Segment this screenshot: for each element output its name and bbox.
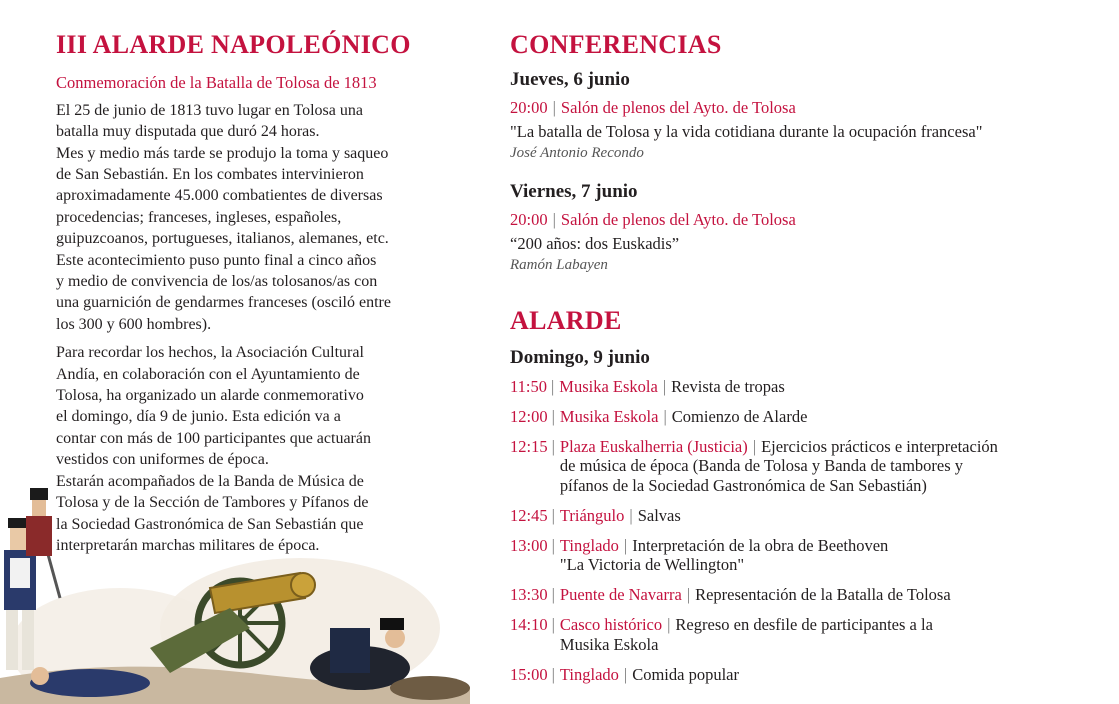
- event-line: [560, 437, 998, 457]
- paragraph-line: contar con más de 100 participantes que actuarán: [56, 429, 371, 447]
- event-line: [560, 506, 681, 526]
- separator: |: [552, 98, 556, 117]
- separator: |: [552, 210, 556, 229]
- event-place: Plaza Euskalherria (Justicia): [559, 436, 748, 456]
- conference-speaker: José Antonio Recondo: [510, 145, 644, 161]
- alarde-event: [510, 585, 1090, 605]
- event-description-line: "La Victoria de Wellington": [559, 555, 745, 574]
- alarde-events-list: [510, 377, 1090, 685]
- separator: |: [667, 615, 671, 634]
- separator: |: [550, 376, 555, 396]
- event-line: [560, 407, 808, 427]
- event-place: Tinglado: [559, 535, 619, 555]
- separator: |: [551, 505, 555, 525]
- event-time: 15:00: [510, 664, 548, 684]
- conference-speaker: Ramón Labayen: [510, 257, 608, 273]
- event-line: [560, 665, 739, 685]
- event-time: 13:30: [510, 585, 548, 604]
- paragraph-line: interpretarán marchas militares de época.: [56, 536, 320, 554]
- paragraph-line: aproximadamente 45.000 combatientes de diversas: [56, 187, 383, 205]
- event-description: Salvas: [637, 505, 681, 525]
- paragraph-line: guipuzcoanos, portugueses, italianos, alemanes, etc.: [56, 230, 389, 248]
- paragraph-line: El 25 de junio de 1813 tuvo lugar en Tolosa una: [56, 101, 363, 119]
- separator: |: [623, 664, 628, 684]
- paragraph-line: Tolosa, ha organizado un alarde conmemorativo: [56, 387, 364, 405]
- conferencias-heading: CONFERENCIAS: [510, 30, 722, 59]
- conference-time: 20:00: [510, 98, 548, 117]
- separator: |: [623, 535, 628, 555]
- separator: |: [551, 585, 555, 604]
- conferencias-list: [510, 70, 1090, 274]
- separator: |: [551, 406, 555, 426]
- event-body: [560, 536, 888, 575]
- conference-slot: [510, 210, 1090, 230]
- paragraph-line: Para recordar los hechos, la Asociación Cultural: [56, 344, 364, 362]
- program-column: [510, 32, 1090, 684]
- paragraph-line: Estarán acompañados de la Banda de Música de: [56, 472, 364, 490]
- paragraph-line: Andía, en colaboración con el Ayuntamiento de: [56, 365, 360, 383]
- conference-place: Salón de plenos del Ayto. de Tolosa: [560, 98, 796, 117]
- conference-place: Salón de plenos del Ayto. de Tolosa: [560, 210, 796, 229]
- event-time: 12:15: [510, 436, 548, 456]
- conference-time: 20:00: [510, 210, 548, 229]
- separator: |: [629, 505, 633, 525]
- event-place: Tinglado: [559, 664, 619, 684]
- event-description: Representación de la Batalla de Tolosa: [695, 585, 951, 604]
- intro-column: [56, 32, 446, 556]
- event-place: Musika Eskola: [559, 376, 658, 396]
- event-line: [559, 377, 785, 397]
- alarde-event: [510, 437, 1090, 496]
- event-description: Revista de tropas: [671, 376, 785, 396]
- event-description-line: pífanos de la Sociedad Gastronómica de San Sebastián): [559, 475, 927, 495]
- separator: |: [551, 535, 555, 555]
- event-body: [560, 585, 951, 605]
- event-time: 11:50: [510, 376, 547, 396]
- separator: |: [551, 436, 555, 456]
- alarde-event: [510, 665, 1090, 685]
- alarde-event: [510, 407, 1090, 427]
- conference-day: Viernes, 7 junio: [510, 181, 638, 202]
- conference-item: [510, 182, 1090, 274]
- paragraph-line: Tolosa y de la Sección de Tambores y Pífanos de: [56, 494, 369, 512]
- paragraph-line: y medio de convivencia de los/as tolosanos/as con: [56, 273, 378, 291]
- paragraph-line: una guarnición de gendarmes franceses (osciló entre: [56, 294, 391, 312]
- separator: |: [551, 615, 555, 634]
- intro-paragraph-2: [56, 342, 446, 556]
- event-body: [560, 407, 808, 427]
- conference-item: [510, 70, 1090, 162]
- page-subtitle: Conmemoración de la Batalla de Tolosa de 1813: [56, 73, 377, 92]
- event-line: [560, 615, 933, 635]
- paragraph-line: Mes y medio más tarde se produjo la toma y saqueo: [56, 144, 389, 162]
- event-place: Triángulo: [559, 505, 625, 525]
- event-body: [560, 437, 998, 496]
- event-time: 12:00: [510, 406, 548, 426]
- event-line: [560, 585, 951, 605]
- event-description: Interpretación de la obra de Beethoven: [632, 535, 889, 555]
- event-body: [559, 377, 785, 397]
- separator: |: [686, 585, 691, 604]
- conference-slot: [510, 98, 1090, 118]
- separator: |: [551, 664, 555, 684]
- intro-paragraph-1: [56, 100, 446, 335]
- alarde-day: Domingo, 9 junio: [510, 347, 650, 368]
- alarde-event: [510, 506, 1090, 526]
- event-place: Puente de Navarra: [559, 585, 682, 604]
- paragraph-line: de San Sebastián. En los combates intervinieron: [56, 166, 364, 184]
- event-place: Musika Eskola: [559, 406, 659, 426]
- page-title: III ALARDE NAPOLEÓNICO: [56, 30, 411, 59]
- separator: |: [752, 436, 757, 456]
- alarde-event: [510, 536, 1090, 575]
- conference-day: Jueves, 6 junio: [510, 69, 630, 90]
- event-body: [560, 615, 933, 654]
- alarde-event: [510, 377, 1090, 397]
- conference-talk: "La batalla de Tolosa y la vida cotidiana durante la ocupación francesa": [510, 122, 983, 141]
- event-time: 14:10: [510, 615, 548, 634]
- event-body: [560, 506, 681, 526]
- paragraph-line: los 300 y 600 hombres).: [56, 315, 212, 333]
- paragraph-line: vestidos con uniformes de época.: [56, 451, 269, 469]
- alarde-heading: ALARDE: [510, 306, 622, 335]
- event-place: Casco histórico: [559, 615, 663, 634]
- event-description: Ejercicios prácticos e interpretación: [761, 436, 998, 456]
- separator: |: [662, 376, 667, 396]
- paragraph-line: el domingo, día 9 de junio. Esta edición va a: [56, 408, 341, 426]
- event-time: 13:00: [510, 535, 548, 555]
- event-description: Comida popular: [632, 664, 739, 684]
- alarde-event: [510, 615, 1090, 654]
- event-time: 12:45: [510, 505, 548, 525]
- paragraph-line: batalla muy disputada que duró 24 horas.: [56, 123, 320, 141]
- event-description-line: Musika Eskola: [559, 634, 659, 654]
- event-description-line: de música de época (Banda de Tolosa y Banda de tambores y: [559, 456, 964, 475]
- event-description: Comienzo de Alarde: [671, 406, 808, 426]
- event-description: Regreso en desfile de participantes a la: [675, 615, 933, 634]
- event-line: [560, 536, 888, 556]
- conference-talk: “200 años: dos Euskadis”: [510, 234, 680, 253]
- paragraph-line: la Sociedad Gastronómica de San Sebastián que: [56, 515, 364, 533]
- paragraph-line: procedencias; franceses, ingleses, españoles,: [56, 208, 342, 226]
- event-body: [560, 665, 739, 685]
- paragraph-line: Este acontecimiento puso punto final a cinco años: [56, 251, 377, 269]
- separator: |: [663, 406, 667, 426]
